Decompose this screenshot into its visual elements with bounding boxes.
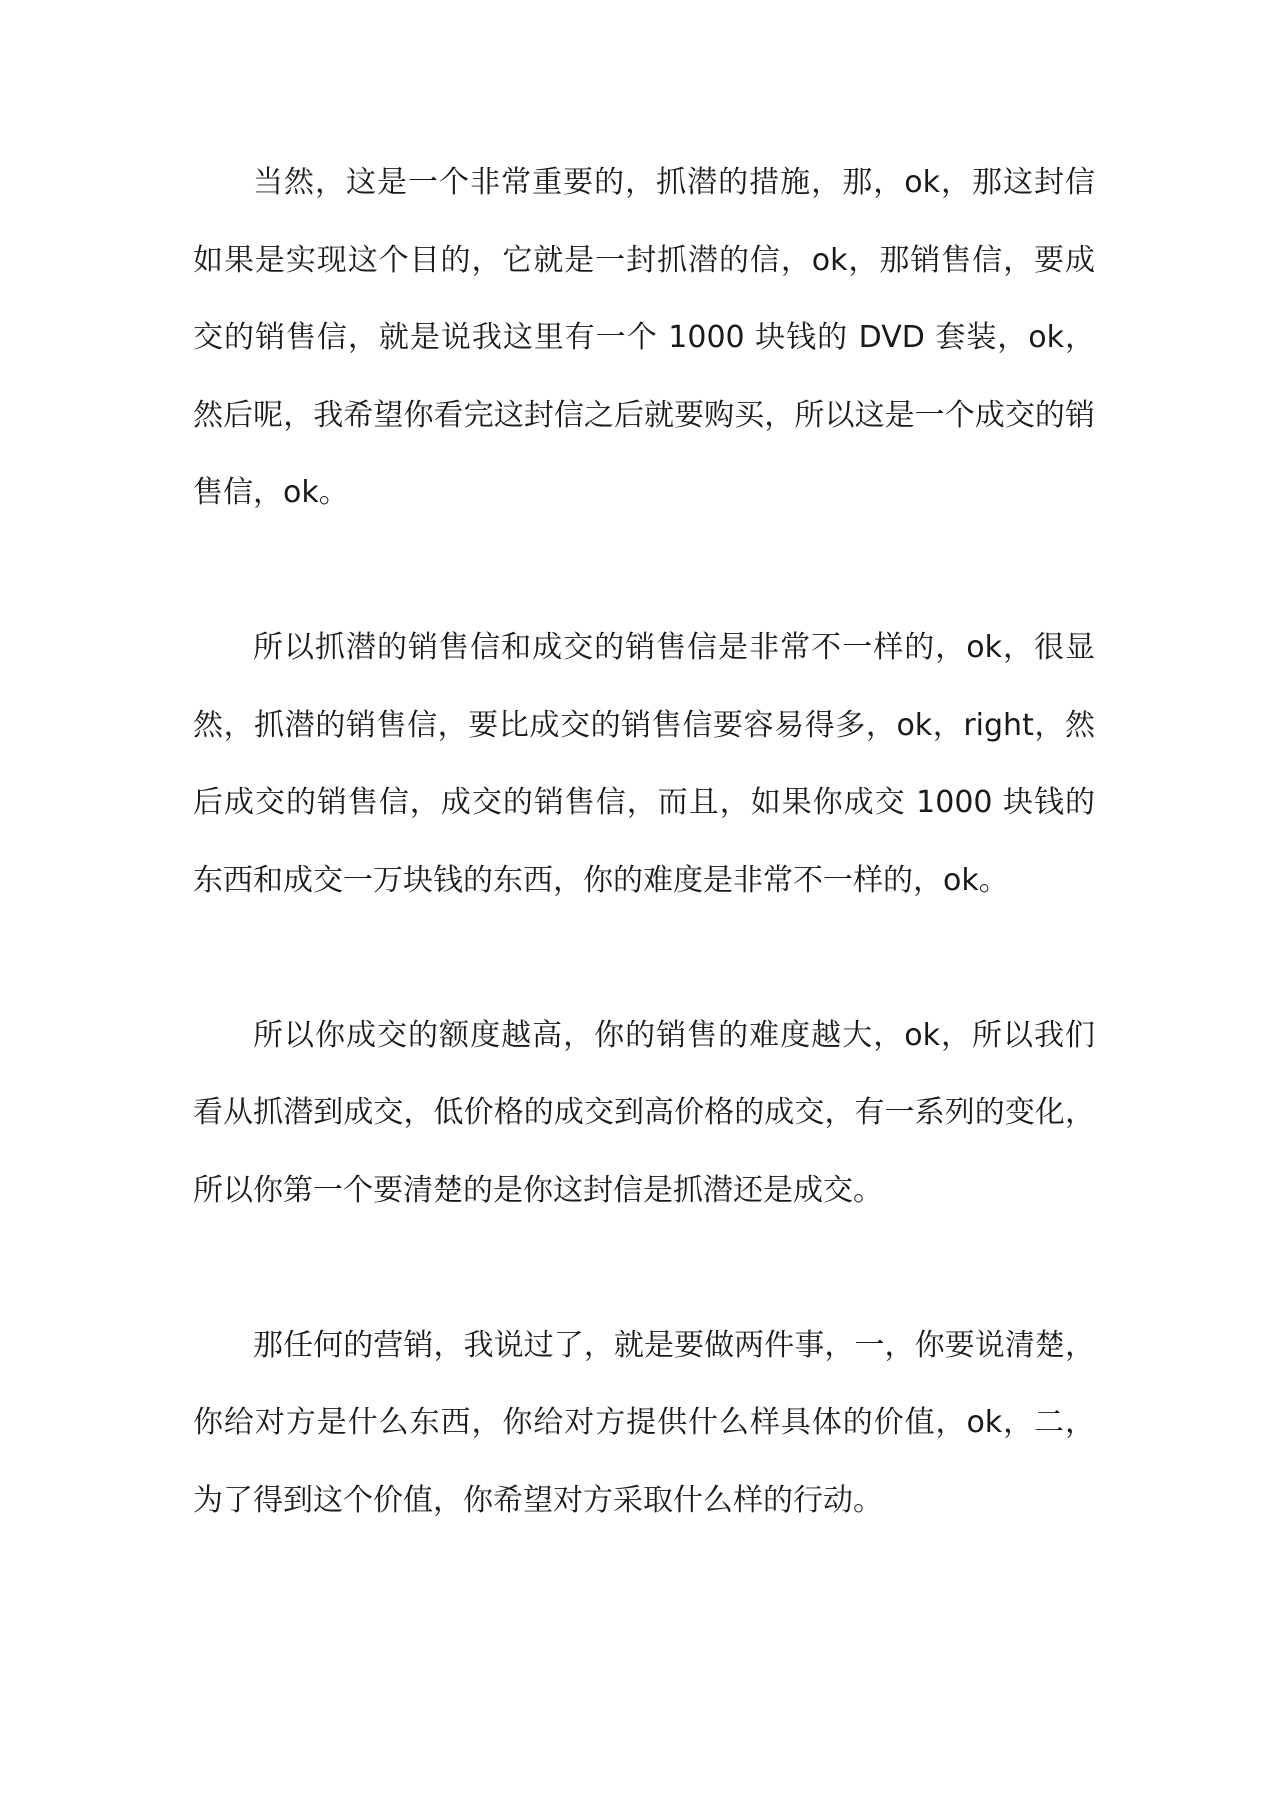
paragraph-3: 所以你成交的额度越高，你的销售的难度越大，ok，所以我们看从抓潜到成交，低价格的成交到高价格的成交，有一系列的变化，所以你第一个要清楚的是你这封信是抓潜还是成交。 — [193, 1017, 1095, 1208]
paragraph-2: 所以抓潜的销售信和成交的销售信是非常不一样的，ok，很显然，抓潜的销售信，要比成交的销售信要容易得多，ok，right，然后成交的销售信，成交的销售信，而且，如果你成交 1000 块钱的东西和成交一万块钱的东西，你的难度是非常不一样的，ok。 — [193, 630, 1095, 898]
paragraph-1: 当然，这是一个非常重要的，抓潜的措施，那，ok，那这封信如果是实现这个目的，它就是一封抓潜的信，ok，那销售信，要成交的销售信，就是说我这里有一个 1000 块钱的 DVD 套装，ok，然后呢，我希望你看完这封信之后就要购买，所以这是一个成交的销售信，ok。 — [193, 165, 1095, 510]
paragraph-4: 那任何的营销，我说过了，就是要做两件事，一，你要说清楚，你给对方是什么东西，你给对方提供什么样具体的价值，ok，二，为了得到这个价值，你希望对方采取什么样的行动。 — [193, 1327, 1095, 1518]
document-body — [193, 144, 1095, 1539]
